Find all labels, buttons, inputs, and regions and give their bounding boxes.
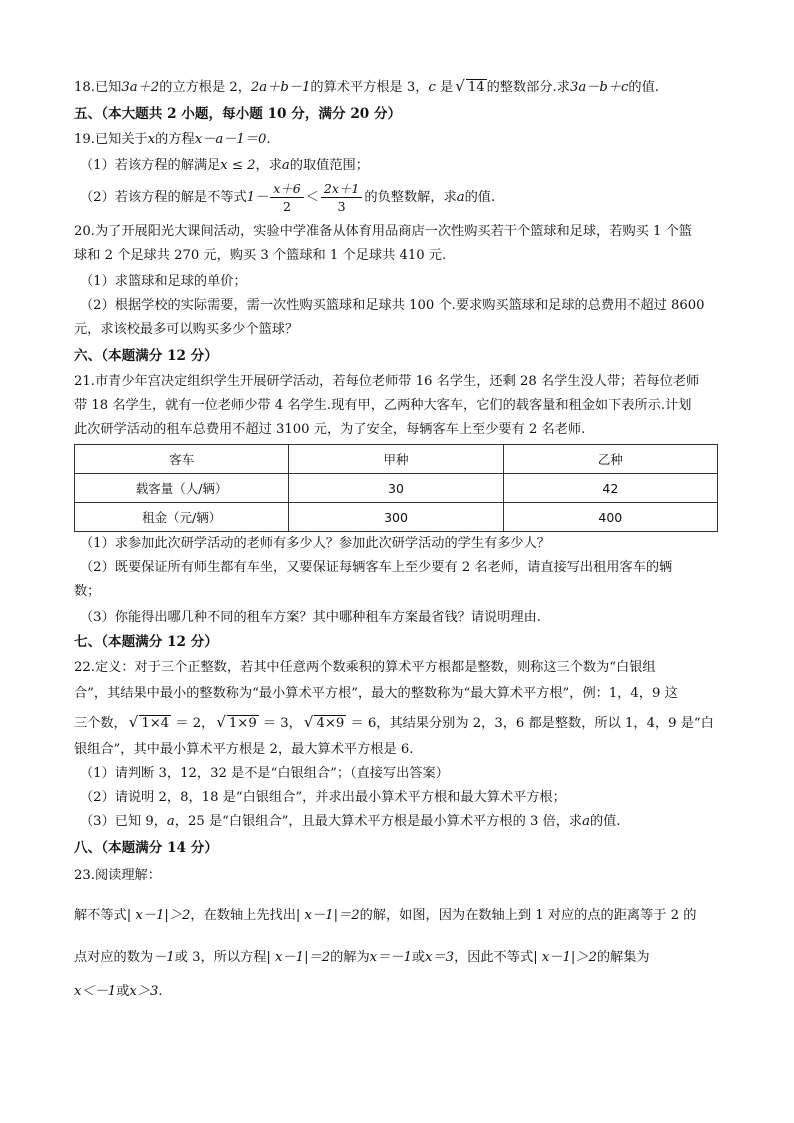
q22-p3-text: ，25 是“白银组合”，且最大算术平方根是最小算术平方根的 3 倍，求 xyxy=(174,814,583,829)
question-20-line-2: 球和 2 个足球共 270 元，购买 3 个篮球和 1 个足球共 410 元. xyxy=(74,248,447,263)
q18-var-c: c xyxy=(428,80,436,95)
fraction-denominator: 3 xyxy=(337,199,346,214)
table-cell: 租金（元/辆） xyxy=(75,503,289,532)
q18-text: 的整数部分.求 xyxy=(486,80,570,95)
q19-equation: x－a－1＝0 xyxy=(194,132,267,147)
question-21-part-3: （3）你能得出哪几种不同的租车方案？其中哪种租车方案最省钱？请说明理由. xyxy=(80,610,541,625)
table-header-cell: 乙种 xyxy=(503,445,717,474)
q19-p2-text: 的值. xyxy=(464,190,496,205)
q23-expr: x＜－1 xyxy=(74,984,117,999)
q23-text: 的解，如图，因为在数轴上到 1 对应的点的距离等于 2 的 xyxy=(359,908,697,923)
q23-expr: | x－1|＞2 xyxy=(533,950,597,965)
question-20-part-1: （1）求篮球和足球的单价； xyxy=(80,274,247,289)
q23-text: 的解集为 xyxy=(596,950,650,965)
q19-p1-text: （1）若该方程的解满足 xyxy=(80,158,221,173)
q22-radicand: 4×9 xyxy=(316,716,345,731)
less-than: ＜ xyxy=(305,190,319,205)
question-18 xyxy=(74,76,720,98)
q23-text: . xyxy=(158,984,163,999)
table-header-cell: 甲种 xyxy=(289,445,503,474)
sqrt-sign: √ xyxy=(216,713,226,731)
q18-expr-1: 3a＋2 xyxy=(121,80,160,95)
q22-text: ＝ 6， xyxy=(346,716,390,731)
question-20-part-2-cont: 元，求该校最多可以购买多少个篮球？ xyxy=(74,322,299,337)
q18-text: 的算术平方根是 3， xyxy=(310,80,429,95)
question-22-line-4: 银组合”，其中最小算术平方根是 2，最大算术平方根是 6. xyxy=(74,742,414,757)
q22-radicand: 1×9 xyxy=(228,716,257,731)
q19-p2-text: （2）若该方程的解是不等式 xyxy=(80,190,247,205)
q22-p3-text: 的值. xyxy=(589,814,621,829)
table-cell: 42 xyxy=(503,474,717,503)
question-21-line-3: 此次研学活动的租车总费用不超过 3100 元，为了安全，每辆客车上至少要有 2 名老师. xyxy=(74,422,586,437)
question-23-line-1 xyxy=(74,906,720,926)
q23-text: ，因此不等式 xyxy=(454,950,534,965)
q22-p3-var: a xyxy=(166,814,175,829)
q19-text: 19.已知关于 xyxy=(74,132,148,147)
q23-text: ，在数轴上先找出 xyxy=(190,908,296,923)
section-8-heading: 八、（本题满分 14 分） xyxy=(74,840,218,856)
question-21-line-1: 21.市青少年宫决定组织学生开展研学活动，若每位老师带 16 名学生，还剩 28 名学生没人带；若每位老师 xyxy=(74,374,700,389)
q19-p1-var: a xyxy=(281,158,290,173)
q19-var-x: x xyxy=(147,132,156,147)
q23-text: 或 3，所以方程 xyxy=(174,950,267,965)
question-20-line-1: 20.为了开展阳光大课间活动，实验中学准备从体育用品商店一次性购买若干个篮球和足球，若购买 1 个篮 xyxy=(74,224,692,239)
question-19-stem xyxy=(74,130,720,150)
bus-table xyxy=(74,444,718,532)
q22-text: 三个数， xyxy=(74,716,127,731)
q18-text: 的立方根是 2， xyxy=(159,80,251,95)
section-7-heading: 七、（本题满分 12 分） xyxy=(74,634,218,650)
question-21-part-2-cont: 数； xyxy=(74,584,101,599)
q19-text: 的方程 xyxy=(155,132,195,147)
table-cell: 400 xyxy=(503,503,717,532)
question-22-line-3 xyxy=(74,712,720,734)
q23-expr: x＞3 xyxy=(129,984,159,999)
sqrt-sign: √ xyxy=(128,713,139,731)
q22-text: ＝ 3， xyxy=(258,716,302,731)
q19-p2-var: a xyxy=(456,190,465,205)
fraction-denominator: 2 xyxy=(283,199,291,214)
q19-p1-text: ，求 xyxy=(255,158,282,173)
q23-expr: x＝－1 xyxy=(369,950,412,965)
question-22-line-1: 22.定义：对于三个正整数，若其中任意两个数乘积的算术平方根都是整数，则称这三个数为“白银组 xyxy=(74,660,656,675)
question-23-title: 23.阅读理解： xyxy=(74,868,161,883)
fraction-numerator: 2x＋1 xyxy=(321,180,362,198)
q22-p3-var: a xyxy=(582,814,590,829)
sqrt-sign: √ xyxy=(455,77,465,95)
q22-text: ＝ 2， xyxy=(171,716,215,731)
fraction-numerator: x＋6 xyxy=(270,180,304,198)
section-6-heading: 六、（本题满分 12 分） xyxy=(74,348,218,364)
q19-p1-inequality: x ≤ 2 xyxy=(220,158,256,173)
q23-expr: | x－1|＝2 xyxy=(295,908,360,923)
q19-text: . xyxy=(266,132,271,147)
table-cell: 300 xyxy=(289,503,503,532)
question-21-line-2: 带 18 名学生，就有一位老师少带 4 名学生.现有甲，乙两种大客车，它们的载客量和租金如下表所示.计划 xyxy=(74,398,692,413)
q19-p2-text: 的负整数解，求 xyxy=(364,190,457,205)
q23-expr: x＝3 xyxy=(425,950,455,965)
q22-p3-text: （3）已知 9， xyxy=(80,814,167,829)
question-22-part-3 xyxy=(80,812,720,832)
q23-expr: | x－1|＝2 xyxy=(266,950,331,965)
question-20-part-2: （2）根据学校的实际需要，需一次性购买篮球和足球共 100 个.要求购买篮球和足球的总费用不超过 8600 xyxy=(80,298,705,313)
q18-text: 18.已知 xyxy=(74,80,122,95)
q18-text: 的值. xyxy=(628,80,659,95)
q18-radicand: 14 xyxy=(467,80,485,95)
q22-radicand: 1×4 xyxy=(141,716,170,731)
question-19-part-1 xyxy=(80,156,720,176)
q23-text: 或 xyxy=(411,950,426,965)
question-21-part-1: （1）求参加此次研学活动的老师有多少人？参加此次研学活动的学生有多少人？ xyxy=(80,536,550,551)
question-23-line-2 xyxy=(74,948,720,968)
table-cell: 30 xyxy=(289,474,503,503)
question-22-part-2: （2）请说明 2，8，18 是“白银组合”，并求出最小算术平方根和最大算术平方根； xyxy=(80,790,566,805)
question-19-part-2 xyxy=(80,180,720,215)
q23-text: 点对应的数为 xyxy=(74,950,154,965)
table-header-cell: 客车 xyxy=(75,445,289,474)
q19-p1-text: 的取值范围； xyxy=(289,158,369,173)
q23-text: 解不等式 xyxy=(74,908,127,923)
q23-text: 或 xyxy=(116,984,130,999)
q18-text: 是 xyxy=(440,80,454,95)
q19-p2-expr: 1－ xyxy=(246,190,269,205)
table-row xyxy=(75,474,718,503)
q23-expr: －1 xyxy=(153,950,175,965)
question-23-line-3 xyxy=(74,982,720,1002)
table-header-row xyxy=(75,445,718,474)
question-22-line-2: 合”，其结果中最小的整数称为“最小算术平方根”，最大的整数称为“最大算术平方根”，例：1，4，9 这 xyxy=(74,686,678,701)
q22-text: 其结果分别为 2，3，6 都是整数，所以 1，4，9 是“白 xyxy=(389,716,714,731)
q18-expr-2: 2a＋b－1 xyxy=(250,80,311,95)
section-5-heading: 五、（本大题共 2 小题，每小题 10 分，满分 20 分） xyxy=(74,106,402,122)
fraction xyxy=(270,180,304,215)
fraction xyxy=(321,180,362,215)
sqrt-sign: √ xyxy=(303,713,314,731)
question-21-part-2: （2）既要保证所有师生都有车坐，又要保证每辆客车上至少要有 2 名老师，请直接写出租用客车的辆 xyxy=(80,560,673,575)
q18-expr-3: 3a－b＋c xyxy=(569,80,629,95)
table-cell: 载客量（人/辆） xyxy=(75,474,289,503)
question-22-part-1: （1）请判断 3，12，32 是不是“白银组合”；（直接写出答案） xyxy=(80,766,449,781)
q23-text: 的解为 xyxy=(330,950,370,965)
q23-expr: | x－1|＞2 xyxy=(126,908,191,923)
table-row xyxy=(75,503,718,532)
